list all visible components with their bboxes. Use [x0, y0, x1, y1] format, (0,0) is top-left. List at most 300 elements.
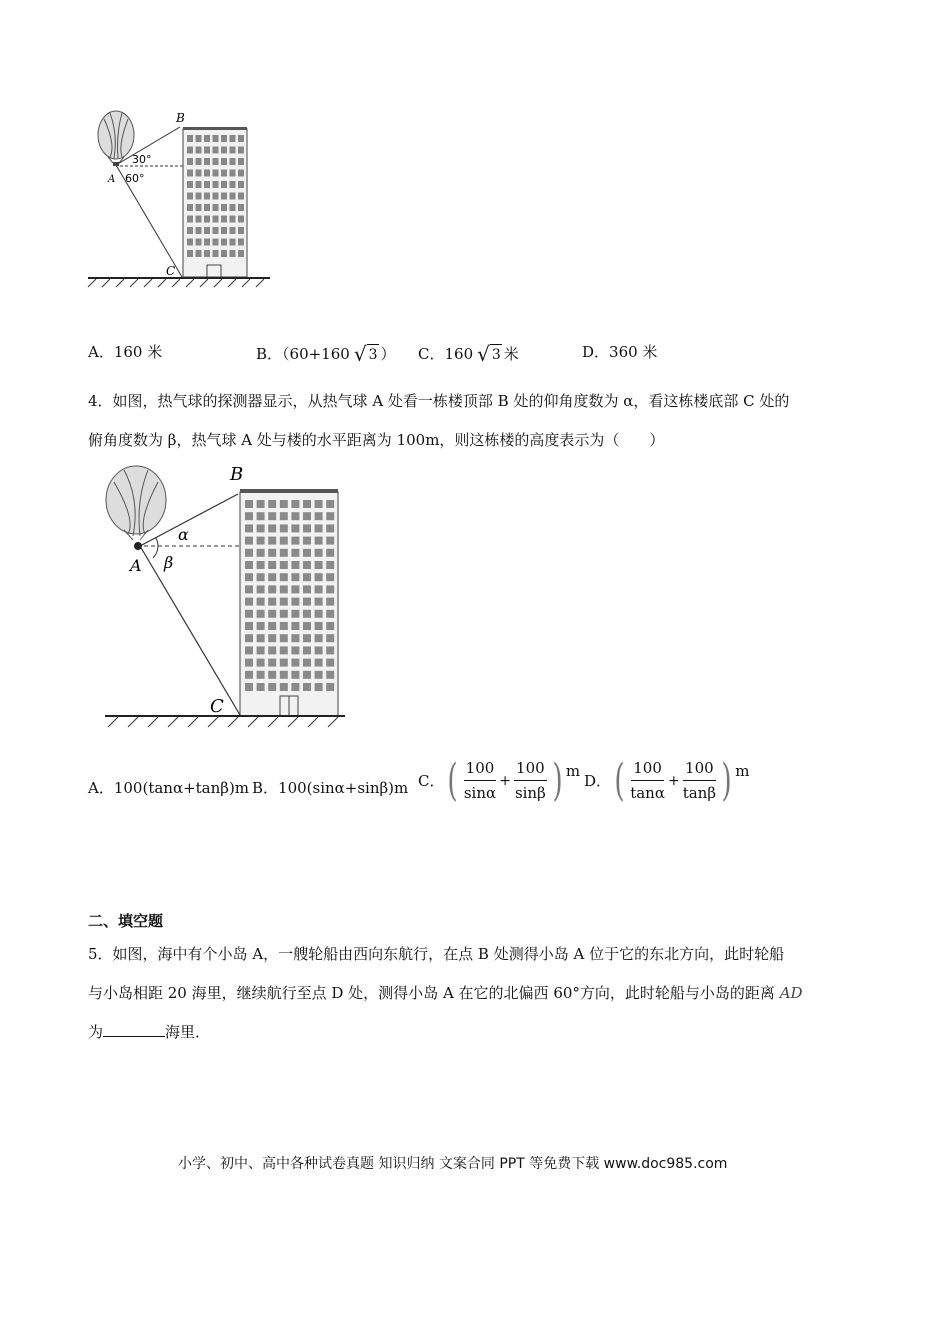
left-paren: (	[614, 754, 625, 806]
building-window	[257, 524, 265, 532]
building-window	[326, 512, 334, 520]
building-window	[204, 227, 210, 234]
building-window	[315, 537, 323, 545]
building-window	[221, 135, 227, 142]
building-window	[257, 598, 265, 606]
building-window	[291, 512, 299, 520]
building-window	[245, 622, 253, 630]
building-window	[221, 158, 227, 165]
q3-option-c-radicand: 3	[490, 344, 502, 365]
ground-hatch-mark	[108, 717, 118, 727]
building-window	[196, 147, 202, 154]
building-window	[280, 573, 288, 581]
building-window	[245, 512, 253, 520]
ground-hatch-mark	[130, 279, 138, 287]
building-window	[315, 573, 323, 581]
building-window	[230, 227, 236, 234]
building-window	[187, 227, 193, 234]
building-window	[326, 500, 334, 508]
ground-hatch-mark	[200, 279, 208, 287]
fraction	[683, 758, 716, 803]
building-window	[204, 250, 210, 257]
q5-line-1: 5．如图，海中有个小岛 A，一艘轮船由西向东航行，在点 B 处测得小岛 A 位于它的东北方向，此时轮船	[88, 945, 785, 963]
ground-hatch-mark	[88, 279, 96, 287]
q4-option-c-label: C．	[418, 771, 445, 790]
right-paren: )	[721, 754, 732, 806]
building-icon	[183, 127, 247, 277]
building-window	[303, 598, 311, 606]
q3-option-d-label: D．	[582, 343, 610, 361]
building-window	[303, 561, 311, 569]
building-window	[303, 500, 311, 508]
sqrt-symbol: √ 3	[353, 342, 378, 366]
building-window	[326, 634, 334, 642]
building-window	[315, 500, 323, 508]
building-window	[221, 250, 227, 257]
label-C: C	[210, 696, 224, 717]
building-window	[221, 239, 227, 246]
building-window	[303, 537, 311, 545]
label-A: A	[108, 174, 116, 185]
building-window	[204, 204, 210, 211]
building-window	[204, 181, 210, 188]
plus-sign: +	[667, 772, 680, 789]
building-window	[245, 671, 253, 679]
building-window	[291, 524, 299, 532]
building-window	[291, 610, 299, 618]
building-window	[303, 683, 311, 691]
building-window	[315, 598, 323, 606]
unit-m: m	[735, 761, 750, 780]
building-window	[280, 622, 288, 630]
building-window	[245, 573, 253, 581]
building-window	[303, 573, 311, 581]
section-heading: 二、填空题	[88, 912, 164, 930]
building-window	[221, 147, 227, 154]
building-window	[268, 659, 276, 667]
building-window	[280, 537, 288, 545]
building-window	[204, 135, 210, 142]
building-window	[315, 524, 323, 532]
building-window	[213, 158, 219, 165]
building-window	[238, 216, 244, 223]
building-window	[257, 683, 265, 691]
building-window	[326, 573, 334, 581]
building-window	[213, 204, 219, 211]
building-window	[187, 181, 193, 188]
building-window	[326, 659, 334, 667]
building-window	[291, 500, 299, 508]
building-window	[187, 158, 193, 165]
building-window	[303, 671, 311, 679]
ground-hatch-mark	[248, 717, 258, 727]
building-window	[196, 239, 202, 246]
building-window	[204, 239, 210, 246]
q4-option-d-label: D．	[584, 771, 612, 790]
figure-balloon-building-1	[80, 105, 280, 300]
building-window	[230, 239, 236, 246]
building-window	[230, 158, 236, 165]
q3-option-d	[582, 342, 657, 362]
building-window	[230, 250, 236, 257]
label-A: A	[130, 556, 142, 575]
building-window	[303, 622, 311, 630]
ground-hatch-mark	[308, 717, 318, 727]
ground-hatch	[88, 278, 270, 287]
building-window	[280, 561, 288, 569]
building-window	[280, 634, 288, 642]
building-window	[230, 147, 236, 154]
ground-hatch-mark	[214, 279, 222, 287]
building-window	[291, 561, 299, 569]
building-window	[303, 512, 311, 520]
building-window	[196, 170, 202, 177]
building-window	[291, 622, 299, 630]
building-window	[245, 683, 253, 691]
building-window	[315, 549, 323, 557]
building-window	[291, 598, 299, 606]
building-window	[257, 646, 265, 654]
building-window	[238, 170, 244, 177]
building-window	[326, 610, 334, 618]
fraction	[464, 758, 497, 803]
building-window	[187, 204, 193, 211]
building-window	[196, 250, 202, 257]
building-window	[280, 671, 288, 679]
building-window	[245, 561, 253, 569]
building-window	[326, 598, 334, 606]
building-window	[187, 250, 193, 257]
building-window	[280, 500, 288, 508]
building-window	[280, 585, 288, 593]
building-window	[268, 537, 276, 545]
building-window	[187, 216, 193, 223]
building-window	[257, 512, 265, 520]
building-window	[196, 158, 202, 165]
ground-hatch-mark	[128, 717, 138, 727]
q5-line-3-pre: 为	[88, 1023, 104, 1041]
building-window	[245, 634, 253, 642]
building-window	[291, 573, 299, 581]
building-window	[303, 659, 311, 667]
fraction-numerator: 100	[514, 758, 547, 781]
building-window	[221, 170, 227, 177]
q5-line-2-text: 与小岛相距 20 海里，继续航行至点 D 处，测得小岛 A 在它的北偏西 60°方向，此时轮船与小岛的距离	[88, 984, 775, 1002]
building-window	[238, 181, 244, 188]
building-window	[196, 204, 202, 211]
building-window	[213, 250, 219, 257]
building-window	[291, 537, 299, 545]
building-window	[245, 549, 253, 557]
building-window	[230, 135, 236, 142]
building-window	[268, 573, 276, 581]
unit-m: m	[565, 761, 581, 780]
building-window	[196, 216, 202, 223]
q3-option-b-close: ）	[380, 345, 396, 363]
building-window	[196, 135, 202, 142]
q3-option-c-post: 米	[503, 345, 519, 363]
ground-hatch-mark	[228, 717, 238, 727]
label-B: B	[176, 111, 185, 125]
plus-sign: +	[499, 772, 512, 789]
building-window	[257, 573, 265, 581]
building-window	[291, 646, 299, 654]
q4-option-b: B．100(sinα+sinβ)m	[252, 779, 409, 797]
ground-hatch-mark	[168, 717, 178, 727]
ground-hatch-mark	[116, 279, 124, 287]
building-window	[196, 193, 202, 200]
building-window	[187, 147, 193, 154]
building-window	[280, 646, 288, 654]
ground-hatch-mark	[158, 279, 166, 287]
building-window	[245, 659, 253, 667]
building-window	[315, 659, 323, 667]
q3-option-a-label: A．	[88, 343, 114, 361]
building-window	[213, 170, 219, 177]
building-window	[204, 170, 210, 177]
angle-alpha-label: α	[178, 525, 189, 544]
building-window	[257, 622, 265, 630]
q3-option-b-open: （60+160	[282, 345, 350, 363]
building-window	[204, 147, 210, 154]
building-window	[238, 193, 244, 200]
building-window	[238, 227, 244, 234]
page-footer: 小学、初中、高中各种试卷真题 知识归纳 文案合同 PPT 等免费下载 www.doc985.com	[178, 1156, 728, 1172]
building-window	[238, 204, 244, 211]
building-window	[291, 683, 299, 691]
building-window	[213, 147, 219, 154]
building-window	[326, 537, 334, 545]
q5-line-2	[88, 983, 803, 1003]
building-window	[291, 671, 299, 679]
fraction-numerator: 100	[464, 758, 497, 781]
ground-hatch-mark	[228, 279, 236, 287]
ground-hatch-mark	[186, 279, 194, 287]
building-window	[303, 585, 311, 593]
building-window	[257, 549, 265, 557]
building-window	[221, 181, 227, 188]
building-window	[245, 598, 253, 606]
fraction	[630, 758, 665, 803]
building-window	[221, 193, 227, 200]
building-window	[245, 537, 253, 545]
building-window	[230, 193, 236, 200]
building-window	[230, 216, 236, 223]
building-window	[291, 659, 299, 667]
left-paren: (	[447, 754, 459, 806]
q5-ad-symbol: AD	[779, 984, 803, 1002]
angle-beta-label: β	[164, 553, 174, 572]
fraction-denominator: sinα	[463, 784, 497, 802]
building-window	[187, 239, 193, 246]
building-window	[187, 135, 193, 142]
right-paren: )	[552, 754, 563, 806]
ground-hatch	[105, 716, 345, 727]
q5-line-3	[88, 1022, 210, 1042]
q4-line-1: 4．如图，热气球的探测器显示，从热气球 A 处看一栋楼顶部 B 处的仰角度数为 α，看这栋楼底部 C 处的	[88, 392, 790, 410]
building-window	[257, 561, 265, 569]
q3-option-c-label: C．	[418, 345, 445, 363]
building-window	[257, 585, 265, 593]
building-window	[268, 634, 276, 642]
building-window	[268, 646, 276, 654]
building-window	[238, 158, 244, 165]
building-window	[213, 193, 219, 200]
building-window	[280, 610, 288, 618]
building-window	[326, 622, 334, 630]
building-window	[213, 216, 219, 223]
building-window	[315, 512, 323, 520]
answer-blank[interactable]	[103, 1022, 165, 1037]
ground-hatch-mark	[256, 279, 264, 287]
building-window	[257, 671, 265, 679]
building-window	[221, 204, 227, 211]
building-window	[245, 646, 253, 654]
building-window	[315, 561, 323, 569]
q5-line-3-post: 海里．	[165, 1023, 211, 1041]
ground-hatch-mark	[188, 717, 198, 727]
building-window	[291, 634, 299, 642]
building-window	[268, 549, 276, 557]
building-window	[268, 585, 276, 593]
building-window	[204, 158, 210, 165]
building-window	[291, 585, 299, 593]
building-window	[268, 610, 276, 618]
q3-option-a	[88, 342, 162, 362]
q4-option-a: A．100(tanα+tanβ)m	[88, 779, 250, 797]
label-B: B	[230, 464, 244, 485]
building-window	[213, 181, 219, 188]
building-window	[238, 239, 244, 246]
building-window	[280, 683, 288, 691]
building-window	[326, 646, 334, 654]
angle-30-label: 30°	[132, 153, 152, 166]
building-window	[315, 683, 323, 691]
building-window	[303, 634, 311, 642]
building-window	[230, 204, 236, 211]
building-window	[303, 646, 311, 654]
building-window	[303, 610, 311, 618]
ground-hatch-mark	[268, 717, 278, 727]
angle-60-label: 60°	[125, 172, 145, 185]
q3-option-d-text: 360 米	[609, 343, 658, 361]
building-window	[326, 683, 334, 691]
ground-hatch-mark	[102, 279, 110, 287]
fraction-denominator: tanα	[630, 784, 665, 802]
ground-hatch-mark	[208, 717, 218, 727]
building-window	[315, 671, 323, 679]
building-window	[268, 500, 276, 508]
building-window	[196, 181, 202, 188]
building-icon	[240, 489, 338, 716]
building-window	[326, 561, 334, 569]
building-window	[315, 622, 323, 630]
q3-option-b-radicand: 3	[367, 344, 379, 365]
q3-option-c	[418, 342, 519, 365]
building-window	[326, 585, 334, 593]
q3-option-b	[256, 342, 396, 365]
line-AC	[140, 546, 240, 715]
building-window	[245, 610, 253, 618]
fraction-denominator: tanβ	[682, 784, 717, 802]
building-window	[326, 549, 334, 557]
building-window	[257, 659, 265, 667]
q4-option-c	[418, 754, 581, 806]
fraction-numerator: 100	[631, 758, 664, 781]
building-window	[268, 598, 276, 606]
building-window	[187, 170, 193, 177]
ground-hatch-mark	[328, 717, 338, 727]
q4-line-2: 俯角度数为 β，热气球 A 处与楼的水平距离为 100m，则这栋楼的高度表示为（ ）	[88, 431, 665, 449]
building-window	[213, 227, 219, 234]
building-window	[204, 216, 210, 223]
building-window	[280, 524, 288, 532]
building-window	[291, 549, 299, 557]
figure-balloon-building-2	[100, 460, 360, 732]
building-window	[268, 622, 276, 630]
building-window	[245, 524, 253, 532]
ground-hatch-mark	[144, 279, 152, 287]
building-window	[315, 585, 323, 593]
building-window	[238, 250, 244, 257]
label-C: C	[166, 264, 176, 278]
building-window	[280, 512, 288, 520]
building-window	[257, 610, 265, 618]
ground-hatch-mark	[172, 279, 180, 287]
q3-option-b-label: B．	[256, 345, 283, 363]
building-window	[230, 170, 236, 177]
building-window	[326, 524, 334, 532]
building-window	[315, 646, 323, 654]
building-window	[268, 683, 276, 691]
building-window	[280, 549, 288, 557]
q3-option-a-text: 160 米	[113, 343, 163, 361]
q4-option-d	[584, 754, 750, 806]
building-window	[245, 585, 253, 593]
fraction-numerator: 100	[683, 758, 716, 781]
building-window	[268, 524, 276, 532]
fraction	[514, 758, 547, 803]
building-window	[280, 598, 288, 606]
building-window	[280, 659, 288, 667]
building-window	[315, 610, 323, 618]
building-window	[187, 193, 193, 200]
sqrt-symbol: √ 3	[477, 342, 501, 366]
building-window	[196, 227, 202, 234]
building-window	[315, 634, 323, 642]
building-window	[204, 193, 210, 200]
building-window	[257, 500, 265, 508]
building-window	[238, 147, 244, 154]
ground-hatch-mark	[288, 717, 298, 727]
building-window	[257, 634, 265, 642]
building-window	[303, 524, 311, 532]
building-window	[238, 135, 244, 142]
building-window	[230, 181, 236, 188]
building-window	[213, 239, 219, 246]
ground-hatch-mark	[148, 717, 158, 727]
building-window	[221, 227, 227, 234]
fraction-denominator: sinβ	[514, 784, 546, 802]
building-window	[257, 537, 265, 545]
q3-option-c-pre: 160	[444, 345, 474, 363]
building-window	[213, 135, 219, 142]
ground-hatch-mark	[242, 279, 250, 287]
building-window	[303, 549, 311, 557]
building-window	[326, 671, 334, 679]
building-window	[268, 671, 276, 679]
building-window	[268, 561, 276, 569]
